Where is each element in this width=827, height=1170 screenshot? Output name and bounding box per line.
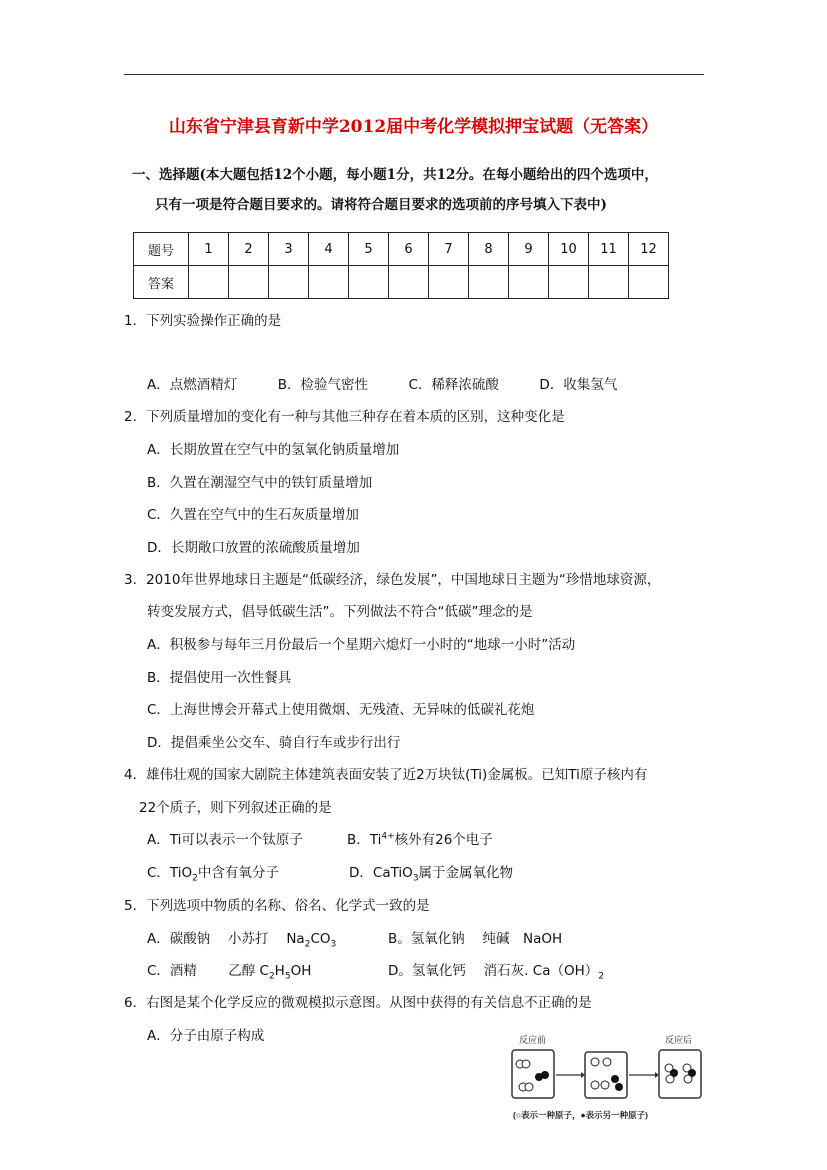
q1-stem: 1．下列实验操作正确的是 <box>124 313 282 329</box>
white-atom <box>666 1075 674 1083</box>
row-header-answer: 答案 <box>134 266 189 299</box>
answer-cell[interactable] <box>589 266 629 299</box>
question-number-cell: 9 <box>509 233 549 266</box>
q6-option-a: A．分子由原子构成 <box>147 1028 265 1044</box>
answer-cell[interactable] <box>269 266 309 299</box>
q2-option-d: D．长期敞口放置的浓硫酸质量增加 <box>147 540 360 556</box>
answer-cell[interactable] <box>389 266 429 299</box>
white-atom <box>591 1081 599 1089</box>
q2-option-b: B．久置在潮湿空气中的铁钉质量增加 <box>147 475 373 491</box>
q3-stem-line1: 3．2010年世界地球日主题是“低碳经济，绿色发展”，中国地球日主题为“珍惜地球资源， <box>124 572 661 588</box>
q4-option-b: B．$Ti^{4+}$核外有26个电子 <box>347 831 493 848</box>
question-number-cell: 1 <box>189 233 229 266</box>
question-number-cell: 12 <box>629 233 669 266</box>
answer-cell[interactable] <box>429 266 469 299</box>
q4-option-a: A．Ti可以表示一个钛原子 <box>147 832 303 848</box>
diagram-caption: (○表示一种原子，●表示另一种原子) <box>513 1110 648 1120</box>
answer-cell[interactable] <box>309 266 349 299</box>
q4-stem-line2: 22个质子，则下列叙述正确的是 <box>139 800 332 816</box>
answer-cell[interactable] <box>469 266 509 299</box>
diagram-label-after: 反应后 <box>665 1035 693 1045</box>
q2-option-a: A．长期放置在空气中的氢氧化钠质量增加 <box>147 442 400 458</box>
question-number-cell: 6 <box>389 233 429 266</box>
answer-cell[interactable] <box>629 266 669 299</box>
q3-stem-line2: 转变发展方式，倡导低碳生活”。下列做法不符合“低碳”理念的是 <box>147 604 533 620</box>
answer-cell[interactable] <box>509 266 549 299</box>
question-number-cell: 11 <box>589 233 629 266</box>
question-number-cell: 4 <box>309 233 349 266</box>
answer-table-number-row <box>134 233 669 266</box>
q6-stem: 6．右图是某个化学反应的微观模拟示意图。从图中获得的有关信息不正确的是 <box>124 995 592 1011</box>
q3-option-c: C．上海世博会开幕式上使用微烟、无残渣、无异味的低碳礼花炮 <box>147 702 535 718</box>
black-atom <box>541 1071 549 1079</box>
question-number-cell: 5 <box>349 233 389 266</box>
q4-stem-line1: 4．雄伟壮观的国家大剧院主体建筑表面安装了近2万块钛(Ti)金属板。已知Ti原子核内有 <box>124 767 648 783</box>
question-number-cell: 7 <box>429 233 469 266</box>
answer-cell[interactable] <box>349 266 389 299</box>
q4-option-d: D．CaTiO$_3$属于金属氧化物 <box>349 865 514 884</box>
diagram-label-before: 反应前 <box>519 1035 547 1045</box>
section-heading-line2: 只有一项是符合题目要求的。请将符合题目要求的选项前的序号填入下表中) <box>155 197 607 213</box>
reaction-diagram <box>507 1030 707 1125</box>
q3-option-b: B．提倡使用一次性餐具 <box>147 670 292 686</box>
question-number-cell: 10 <box>549 233 589 266</box>
q5-option-c: C．酒精 乙醇 $C_2H_5OH$ <box>147 963 312 982</box>
question-number-cell: 3 <box>269 233 309 266</box>
question-number-cell: 2 <box>229 233 269 266</box>
white-atom <box>603 1058 611 1066</box>
answer-cell[interactable] <box>189 266 229 299</box>
q3-option-d: D．提倡乘坐公交车、骑自行车或步行出行 <box>147 735 401 751</box>
section-heading-line1: 一、选择题(本大题包括12个小题，每小题1分，共12分。在每小题给出的四个选项中， <box>132 167 658 183</box>
question-number-cell: 8 <box>469 233 509 266</box>
answer-cell[interactable] <box>549 266 589 299</box>
white-atom <box>601 1081 609 1089</box>
q5-option-b: B。氢氧化钠 纯碱 NaOH <box>388 931 563 947</box>
answer-table <box>133 232 669 299</box>
q5-option-d: D。氢氧化钙 消石灰. $Ca(OH)_2$ <box>388 963 604 982</box>
header-rule <box>124 74 704 75</box>
white-atom <box>684 1075 692 1083</box>
answer-cell[interactable] <box>229 266 269 299</box>
q5-option-a: A．碳酸钠 小苏打 $Na_2CO_3$ <box>147 931 337 950</box>
q2-option-c: C．久置在空气中的生石灰质量增加 <box>147 507 359 523</box>
q5-stem: 5．下列选项中物质的名称、俗名、化学式一致的是 <box>124 898 430 914</box>
q3-option-a: A．积极参与每年三月份最后一个星期六熄灯一小时的“地球一小时”活动 <box>147 637 576 653</box>
white-atom <box>591 1058 599 1066</box>
q4-option-c: C．TiO$_2$中含有氧分子 <box>147 865 279 884</box>
white-atom <box>525 1083 533 1091</box>
row-header-number: 题号 <box>134 233 189 266</box>
black-atom <box>611 1075 619 1083</box>
page-title: 山东省宁津县育新中学2012届中考化学模拟押宝试题（无答案） <box>168 117 659 137</box>
white-atom <box>522 1060 530 1068</box>
answer-table-answer-row <box>134 266 669 299</box>
q1-options: A．点燃酒精灯 B．检验气密性 C．稀释浓硫酸 D．收集氢气 <box>147 377 618 393</box>
black-atom <box>615 1083 623 1091</box>
q2-stem: 2．下列质量增加的变化有一种与其他三种存在着本质的区别，这种变化是 <box>124 409 565 425</box>
